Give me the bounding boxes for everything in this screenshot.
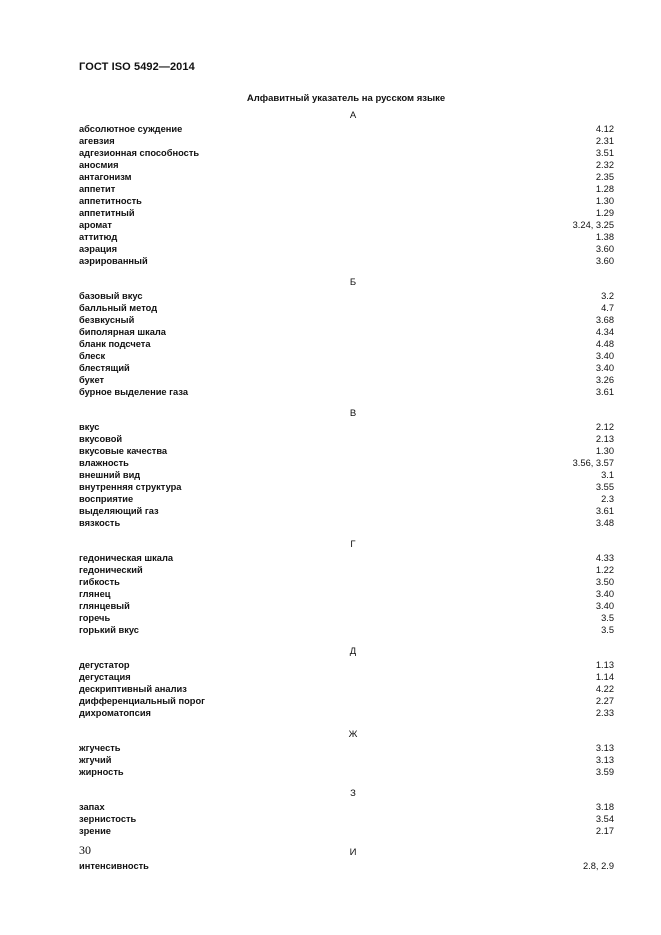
section-letter: Б bbox=[349, 277, 357, 288]
entry-term: зрение bbox=[79, 826, 111, 836]
document-header: ГОСТ ISO 5492—2014 bbox=[79, 61, 195, 73]
entry-reference: 1.38 bbox=[595, 232, 614, 242]
index-section bbox=[79, 646, 614, 729]
index-entry bbox=[79, 231, 614, 243]
index-entry bbox=[79, 386, 614, 398]
entry-reference: 3.54 bbox=[595, 814, 614, 824]
entry-reference: 3.5 bbox=[601, 613, 614, 623]
index-entry bbox=[79, 159, 614, 171]
entry-term: биполярная шкала bbox=[79, 327, 166, 337]
index-entry bbox=[79, 457, 614, 469]
entry-reference: 1.30 bbox=[595, 196, 614, 206]
entry-term: запах bbox=[79, 802, 105, 812]
index-entry bbox=[79, 683, 614, 695]
index-entry bbox=[79, 481, 614, 493]
entry-term: агевзия bbox=[79, 136, 115, 146]
entry-reference: 3.1 bbox=[601, 470, 614, 480]
index-title: Алфавитный указатель на русском языке bbox=[246, 93, 446, 104]
entry-term: балльный метод bbox=[79, 303, 158, 313]
index-entry bbox=[79, 290, 614, 302]
entry-term: вкус bbox=[79, 422, 100, 432]
entry-term: дескриптивный анализ bbox=[79, 684, 187, 694]
index-entry bbox=[79, 671, 614, 683]
entry-term: аэрированный bbox=[79, 256, 148, 266]
entry-term: аппетитный bbox=[79, 208, 135, 218]
entry-term: дегустация bbox=[79, 672, 131, 682]
entry-reference: 3.24, 3.25 bbox=[572, 220, 614, 230]
section-letter: Г bbox=[350, 539, 356, 550]
index-entry bbox=[79, 302, 614, 314]
section-spacer bbox=[79, 529, 614, 539]
index-entry bbox=[79, 860, 614, 872]
entry-term: глянцевый bbox=[79, 601, 130, 611]
index-entry bbox=[79, 825, 614, 837]
index-entry bbox=[79, 576, 614, 588]
index-entry bbox=[79, 433, 614, 445]
entry-term: бурное выделение газа bbox=[79, 387, 188, 397]
entry-reference: 3.40 bbox=[595, 351, 614, 361]
entry-reference: 3.60 bbox=[595, 256, 614, 266]
entry-reference: 3.13 bbox=[595, 743, 614, 753]
index-entry bbox=[79, 813, 614, 825]
entry-reference: 3.59 bbox=[595, 767, 614, 777]
entry-reference: 1.30 bbox=[595, 446, 614, 456]
entry-reference: 1.29 bbox=[595, 208, 614, 218]
entry-reference: 2.35 bbox=[595, 172, 614, 182]
entry-reference: 3.68 bbox=[595, 315, 614, 325]
index-entry bbox=[79, 742, 614, 754]
entry-term: вкусовой bbox=[79, 434, 123, 444]
entry-reference: 4.22 bbox=[595, 684, 614, 694]
section-letter: З bbox=[350, 788, 356, 799]
entry-reference: 2.3 bbox=[601, 494, 614, 504]
entry-reference: 3.40 bbox=[595, 589, 614, 599]
entry-term: жгучий bbox=[79, 755, 112, 765]
index-section bbox=[79, 539, 614, 646]
entry-term: аносмия bbox=[79, 160, 119, 170]
index-entry bbox=[79, 600, 614, 612]
section-spacer bbox=[79, 778, 614, 788]
entry-term: базовый вкус bbox=[79, 291, 143, 301]
entry-term: вкусовые качества bbox=[79, 446, 168, 456]
entry-term: восприятие bbox=[79, 494, 134, 504]
index-section bbox=[79, 788, 614, 847]
entry-reference: 3.2 bbox=[601, 291, 614, 301]
entry-term: антагонизм bbox=[79, 172, 132, 182]
entry-term: горький вкус bbox=[79, 625, 139, 635]
index-entry bbox=[79, 517, 614, 529]
section-spacer bbox=[79, 719, 614, 729]
entry-term: бланк подсчета bbox=[79, 339, 151, 349]
section-letter: Ж bbox=[348, 729, 358, 740]
index-entry bbox=[79, 766, 614, 778]
entry-term: глянец bbox=[79, 589, 111, 599]
entry-term: дегустатор bbox=[79, 660, 130, 670]
entry-term: внешний вид bbox=[79, 470, 141, 480]
entry-term: букет bbox=[79, 375, 105, 385]
section-spacer bbox=[79, 398, 614, 408]
index-entry bbox=[79, 219, 614, 231]
index-entry bbox=[79, 123, 614, 135]
entry-reference: 3.60 bbox=[595, 244, 614, 254]
entry-reference: 3.5 bbox=[601, 625, 614, 635]
index-entry bbox=[79, 505, 614, 517]
section-letter: И bbox=[349, 847, 357, 858]
entry-term: абсолютное суждение bbox=[79, 124, 183, 134]
entry-reference: 2.33 bbox=[595, 708, 614, 718]
entry-term: вязкость bbox=[79, 518, 121, 528]
index-entry bbox=[79, 362, 614, 374]
entry-reference: 1.22 bbox=[595, 565, 614, 575]
entry-reference: 2.8, 2.9 bbox=[582, 861, 614, 871]
section-spacer bbox=[79, 636, 614, 646]
entry-reference: 3.55 bbox=[595, 482, 614, 492]
section-spacer bbox=[79, 837, 614, 847]
index-entry bbox=[79, 707, 614, 719]
index-section bbox=[79, 277, 614, 408]
entry-term: гедонический bbox=[79, 565, 143, 575]
section-letter: А bbox=[349, 110, 357, 121]
index-entry bbox=[79, 801, 614, 813]
section-spacer bbox=[79, 267, 614, 277]
entry-reference: 3.50 bbox=[595, 577, 614, 587]
entry-term: горечь bbox=[79, 613, 111, 623]
index-entry bbox=[79, 243, 614, 255]
entry-term: гедоническая шкала bbox=[79, 553, 174, 563]
index-entry bbox=[79, 255, 614, 267]
alphabetical-index bbox=[79, 110, 614, 872]
entry-term: влажность bbox=[79, 458, 129, 468]
index-entry bbox=[79, 552, 614, 564]
index-entry bbox=[79, 338, 614, 350]
index-entry bbox=[79, 326, 614, 338]
entry-reference: 3.40 bbox=[595, 601, 614, 611]
index-entry bbox=[79, 350, 614, 362]
entry-term: блеск bbox=[79, 351, 106, 361]
index-entry bbox=[79, 612, 614, 624]
entry-reference: 2.32 bbox=[595, 160, 614, 170]
index-entry bbox=[79, 659, 614, 671]
index-entry bbox=[79, 171, 614, 183]
entry-term: интенсивность bbox=[79, 861, 149, 871]
entry-reference: 3.26 bbox=[595, 375, 614, 385]
entry-reference: 1.14 bbox=[595, 672, 614, 682]
index-entry bbox=[79, 374, 614, 386]
entry-term: дифференциальный порог bbox=[79, 696, 205, 706]
index-section bbox=[79, 847, 614, 872]
entry-reference: 1.13 bbox=[595, 660, 614, 670]
entry-reference: 3.40 bbox=[595, 363, 614, 373]
section-letter: В bbox=[349, 408, 357, 419]
entry-reference: 3.61 bbox=[595, 506, 614, 516]
index-entry bbox=[79, 493, 614, 505]
index-entry bbox=[79, 147, 614, 159]
entry-term: гибкость bbox=[79, 577, 120, 587]
entry-reference: 2.12 bbox=[595, 422, 614, 432]
entry-reference: 3.48 bbox=[595, 518, 614, 528]
entry-term: безвкусный bbox=[79, 315, 135, 325]
index-entry bbox=[79, 588, 614, 600]
entry-reference: 4.33 bbox=[595, 553, 614, 563]
entry-reference: 2.17 bbox=[595, 826, 614, 836]
entry-term: жгучесть bbox=[79, 743, 121, 753]
index-section bbox=[79, 729, 614, 788]
entry-term: зернистость bbox=[79, 814, 137, 824]
index-entry bbox=[79, 564, 614, 576]
entry-term: адгезионная способность bbox=[79, 148, 200, 158]
entry-reference: 3.56, 3.57 bbox=[572, 458, 614, 468]
index-entry bbox=[79, 421, 614, 433]
entry-term: дихроматопсия bbox=[79, 708, 151, 718]
entry-term: выделяющий газ bbox=[79, 506, 159, 516]
entry-reference: 3.18 bbox=[595, 802, 614, 812]
entry-term: аромат bbox=[79, 220, 112, 230]
entry-reference: 3.61 bbox=[595, 387, 614, 397]
entry-term: аппетит bbox=[79, 184, 116, 194]
entry-term: аттитюд bbox=[79, 232, 118, 242]
entry-reference: 3.51 bbox=[595, 148, 614, 158]
entry-reference: 2.31 bbox=[595, 136, 614, 146]
section-letter: Д bbox=[349, 646, 357, 657]
index-entry bbox=[79, 624, 614, 636]
index-entry bbox=[79, 314, 614, 326]
index-section bbox=[79, 110, 614, 277]
index-entry bbox=[79, 135, 614, 147]
entry-reference: 4.12 bbox=[595, 124, 614, 134]
entry-reference: 2.27 bbox=[595, 696, 614, 706]
entry-term: жирность bbox=[79, 767, 124, 777]
entry-term: блестящий bbox=[79, 363, 130, 373]
entry-reference: 1.28 bbox=[595, 184, 614, 194]
entry-term: аэрация bbox=[79, 244, 118, 254]
entry-reference: 3.13 bbox=[595, 755, 614, 765]
index-entry bbox=[79, 207, 614, 219]
index-entry bbox=[79, 695, 614, 707]
entry-reference: 4.34 bbox=[595, 327, 614, 337]
page-number: 30 bbox=[79, 843, 91, 857]
index-entry bbox=[79, 754, 614, 766]
index-entry bbox=[79, 469, 614, 481]
index-entry bbox=[79, 445, 614, 457]
entry-term: внутренняя структура bbox=[79, 482, 182, 492]
index-entry bbox=[79, 195, 614, 207]
index-entry bbox=[79, 183, 614, 195]
index-section bbox=[79, 408, 614, 539]
entry-reference: 4.48 bbox=[595, 339, 614, 349]
entry-term: аппетитность bbox=[79, 196, 142, 206]
entry-reference: 2.13 bbox=[595, 434, 614, 444]
entry-reference: 4.7 bbox=[601, 303, 614, 313]
